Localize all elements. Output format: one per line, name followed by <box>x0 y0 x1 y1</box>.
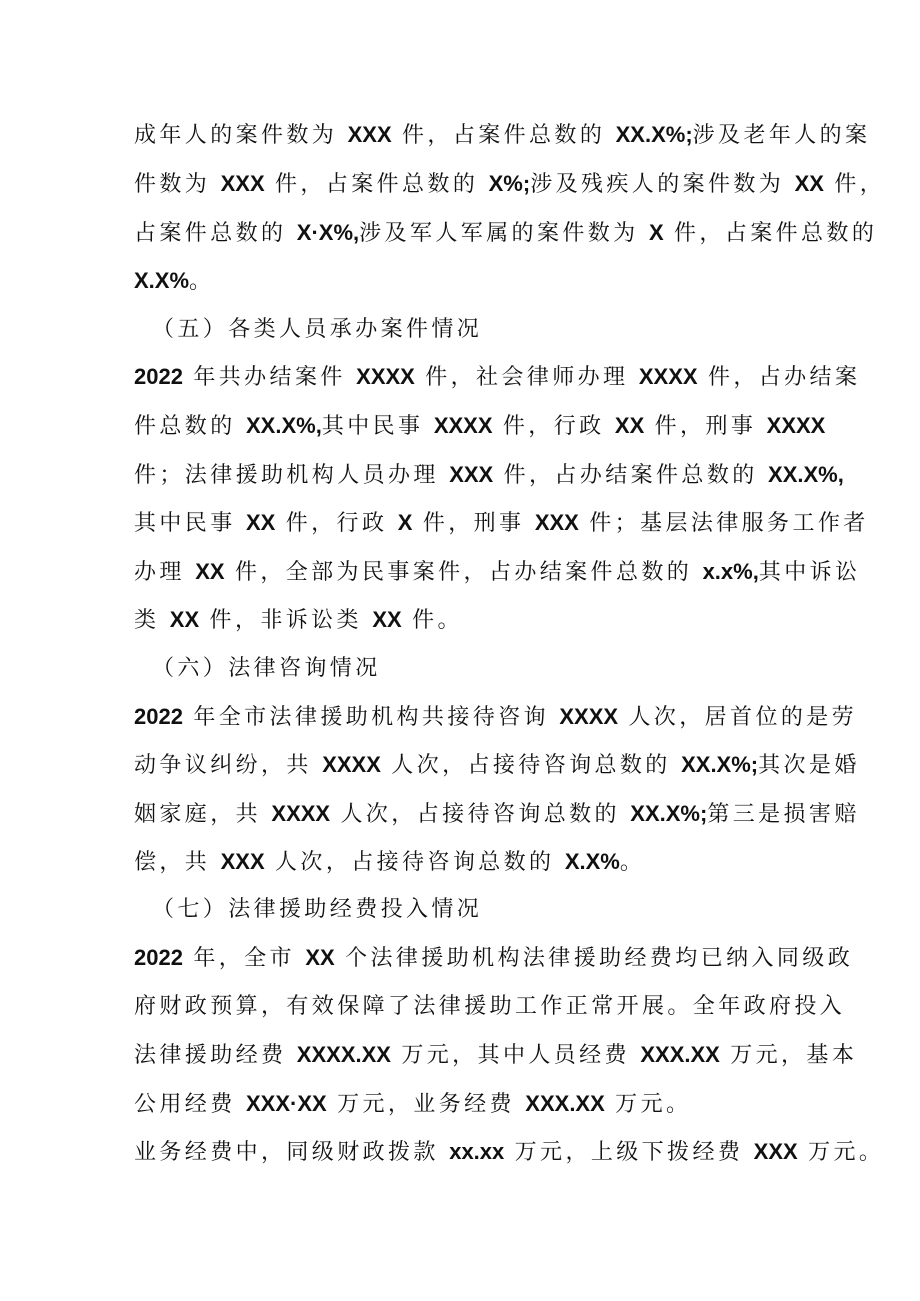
paragraph-line: 其中民事 XX 件，行政 X 件，刑事 XXX 件；基层法律服务工作者 <box>134 510 869 536</box>
paragraph-line: 公用经费 XXX·XX 万元，业务经费 XXX.XX 万元。 <box>134 1091 692 1117</box>
paragraph-line: 2022 年共办结案件 XXXX 件，社会律师办理 XXXX 件，占办结案 <box>134 364 861 390</box>
paragraph-line: 动争议纠纷，共 XXXX 人次，占接待咨询总数的 XX.X%;其次是婚 <box>134 752 860 778</box>
paragraph-line: 业务经费中，同级财政拨款 xx.xx 万元，上级下拨经费 XXX 万元。 <box>134 1139 885 1165</box>
paragraph-line: 姻家庭，共 XXXX 人次，占接待咨询总数的 XX.X%;第三是损害赔 <box>134 801 860 827</box>
section-heading: （六）法律咨询情况 <box>152 656 381 681</box>
paragraph-line: 类 XX 件，非诉讼类 XX 件。 <box>134 607 463 633</box>
paragraph-line: 件数为 XXX 件，占案件总数的 X%;涉及残疾人的案件数为 XX 件， <box>134 171 886 197</box>
paragraph-line: 府财政预算，有效保障了法律援助工作正常开展。全年政府投入 <box>134 994 846 1019</box>
paragraph-line: 2022 年全市法律援助机构共接待咨询 XXXX 人次，居首位的是劳 <box>134 704 858 730</box>
paragraph-line: 2022 年，全市 XX 个法律援助机构法律援助经费均已纳入同级政 <box>134 945 854 971</box>
paragraph-line: 件；法律援助机构人员办理 XXX 件，占办结案件总数的 XX.X%, <box>134 462 844 488</box>
paragraph-line: 法律援助经费 XXXX.XX 万元，其中人员经费 XXX.XX 万元，基本 <box>134 1042 858 1068</box>
paragraph-line: 件总数的 XX.X%,其中民事 XXXX 件，行政 XX 件，刑事 XXXX <box>134 413 826 439</box>
paragraph-line: 占案件总数的 X·X%,涉及军人军属的案件数为 X 件，占案件总数的 <box>134 220 878 246</box>
paragraph-line: 偿，共 XXX 人次，占接待咨询总数的 X.X%。 <box>134 849 646 875</box>
paragraph-line: 办理 XX 件，全部为民事案件，占办结案件总数的 x.x%,其中诉讼 <box>134 559 861 585</box>
paragraph-line: 成年人的案件数为 XXX 件，占案件总数的 XX.X%;涉及老年人的案 <box>134 122 871 148</box>
paragraph-line: X.X%。 <box>134 268 215 294</box>
section-heading: （七）法律援助经费投入情况 <box>152 897 483 922</box>
section-heading: （五）各类人员承办案件情况 <box>152 317 483 342</box>
